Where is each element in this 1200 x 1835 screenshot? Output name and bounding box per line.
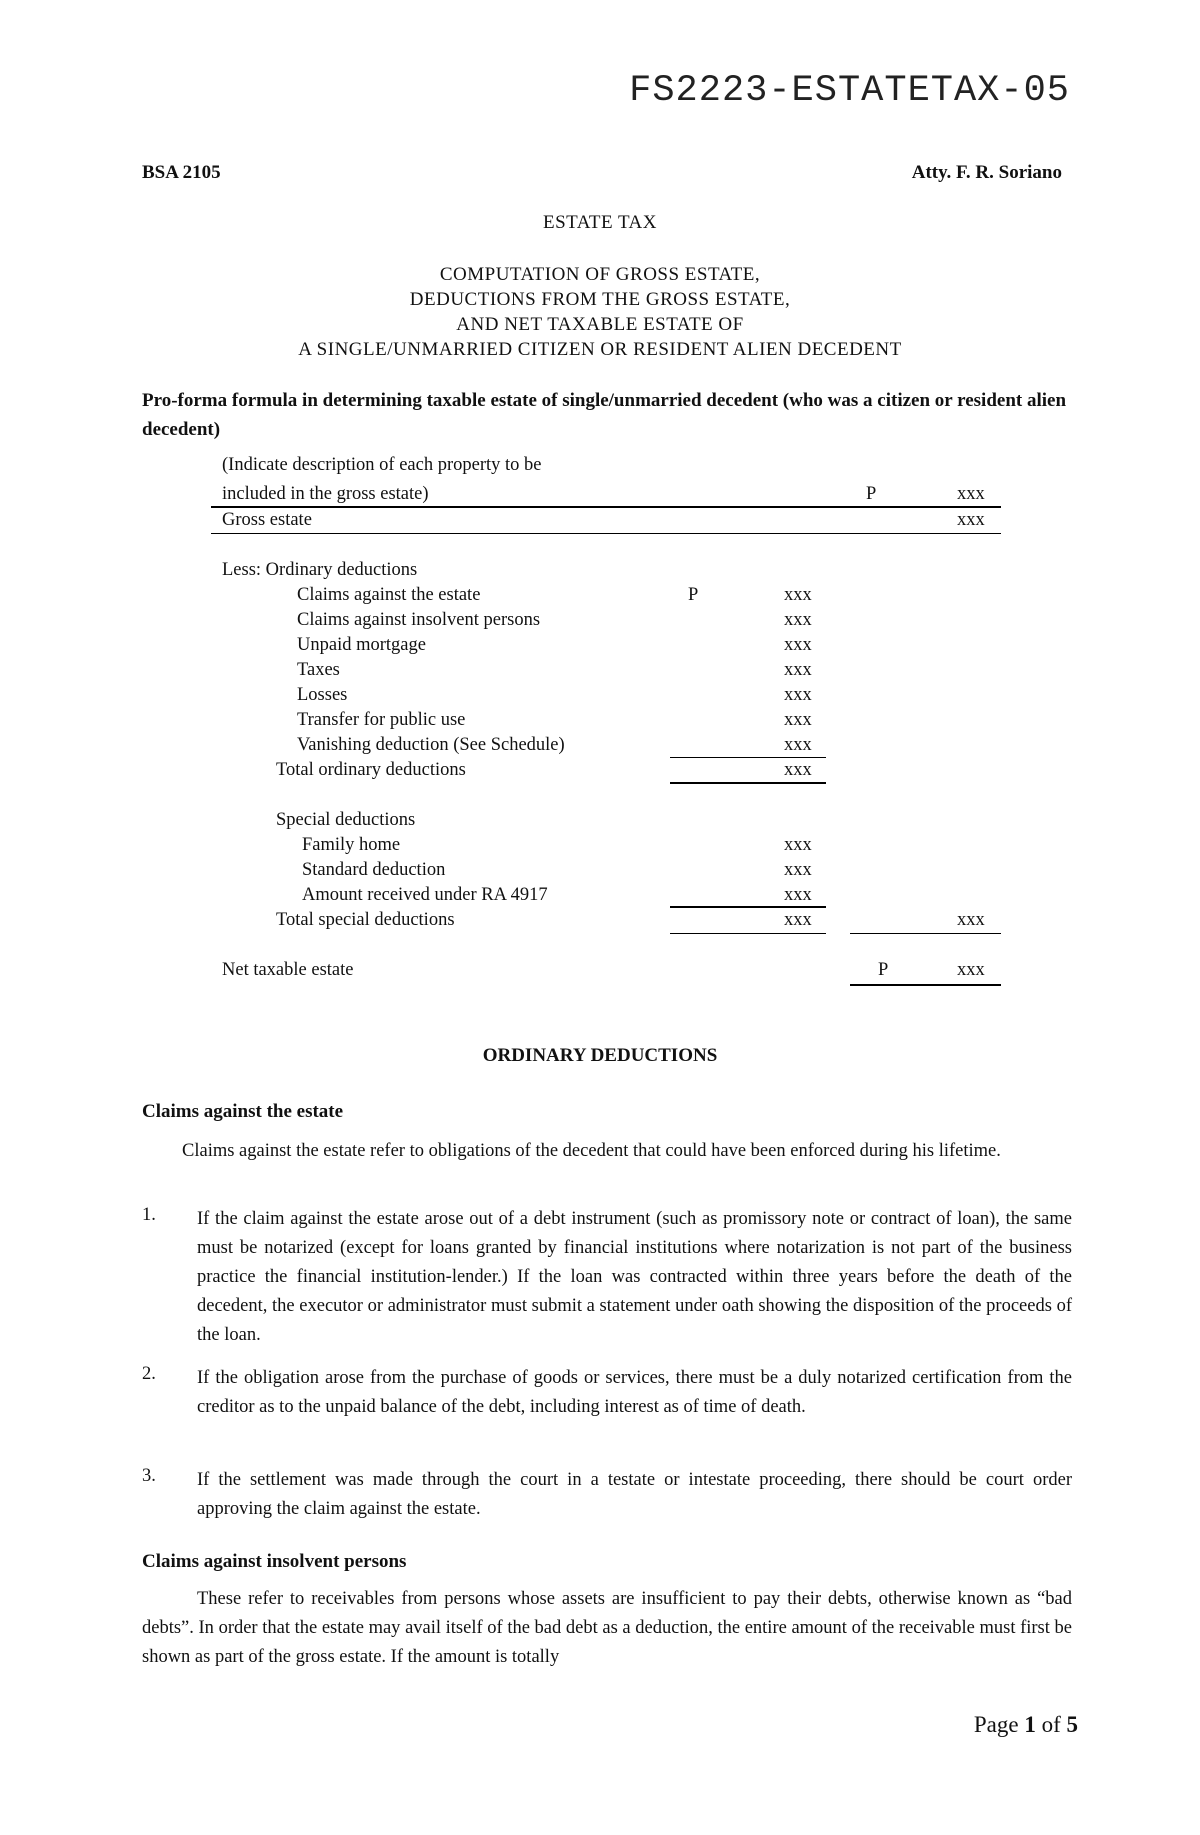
ordinary-item-value: xxx xyxy=(784,635,812,655)
list-item-text: If the obligation arose from the purchase of goods or services, there must be a duly notarized certification from the creditor as to the unpaid balance of the debt, including interest as of time of death. xyxy=(197,1368,1072,1417)
rule-under-total-deductions xyxy=(850,933,1001,934)
subtitle-line-2: DEDUCTIONS FROM THE GROSS ESTATE, xyxy=(409,289,791,310)
claims-insolvent-heading: Claims against insolvent persons xyxy=(142,1551,407,1572)
course-code: BSA 2105 xyxy=(142,162,221,183)
peso-sign: P xyxy=(688,585,699,605)
document-id: FS2223-ESTATETAX-05 xyxy=(629,70,1070,112)
list-number: 3. xyxy=(142,1466,156,1486)
rule-under-total-special xyxy=(670,933,826,934)
ordinary-item-value: xxx xyxy=(784,710,812,730)
ordinary-item: Claims against insolvent persons xyxy=(297,610,541,630)
list-item-text: If the claim against the estate arose out of a debt instrument (such as promissory note or contract of loan), the same must be notarized (except for loans granted by financial institutions where notarization is not part of the business practice the financial institution-lender.) If the loan was contracted within three years before the death of the decedent, the executor or administrator must submit a statement under oath showing the disposition of the proceeds of the loan. xyxy=(197,1209,1072,1345)
page-footer xyxy=(974,1712,1078,1738)
rule-under-properties xyxy=(211,506,1001,508)
special-item: Standard deduction xyxy=(302,860,446,880)
gross-property-value: xxx xyxy=(957,484,985,504)
ordinary-item: Transfer for public use xyxy=(297,710,466,730)
peso-sign: P xyxy=(866,484,877,504)
list-number: 2. xyxy=(142,1364,156,1384)
special-item: Family home xyxy=(302,835,401,855)
ordinary-item: Taxes xyxy=(297,660,340,680)
subtitle-line-4: A SINGLE/UNMARRIED CITIZEN OR RESIDENT ALIEN DECEDENT xyxy=(298,339,902,360)
of-word: of xyxy=(1041,1712,1061,1737)
ordinary-item-value: xxx xyxy=(784,660,812,680)
total-special-label: Total special deductions xyxy=(276,910,455,930)
ordinary-item-value: xxx xyxy=(784,685,812,705)
document-title: ESTATE TAX xyxy=(542,212,658,233)
ordinary-item: Losses xyxy=(297,685,348,705)
indicate-line-2: included in the gross estate) xyxy=(222,484,429,504)
special-item: Amount received under RA 4917 xyxy=(302,885,548,905)
less-ordinary-label: Less: Ordinary deductions xyxy=(222,560,418,580)
page-word: Page xyxy=(973,1712,1019,1737)
total-deductions-value: xxx xyxy=(957,910,985,930)
total-ordinary-value: xxx xyxy=(784,760,812,780)
net-taxable-label: Net taxable estate xyxy=(222,960,354,980)
total-ordinary-label: Total ordinary deductions xyxy=(276,760,466,780)
claims-estate-intro: Claims against the estate refer to obligations of the decedent that could have been enforced during his lifetime. xyxy=(182,1141,1001,1161)
page-number: 1 xyxy=(1024,1712,1036,1737)
ordinary-item: Claims against the estate xyxy=(297,585,481,605)
ordinary-item-value: xxx xyxy=(784,585,812,605)
ordinary-item: Vanishing deduction (See Schedule) xyxy=(297,735,565,755)
subtitle-line-3: AND NET TAXABLE ESTATE OF xyxy=(456,314,744,335)
gross-estate-value: xxx xyxy=(957,510,985,530)
double-rule-net-taxable xyxy=(850,984,1001,986)
ordinary-item-value: xxx xyxy=(784,735,812,755)
rule-under-gross-estate xyxy=(211,533,1001,534)
claims-insolvent-text: These refer to receivables from persons whose assets are insufficient to pay their debts, otherwise known as “bad debts”. In order that the estate may avail itself of the bad debt as a deduction, the entire amount of the receivable must first be shown as part of the gross estate. If the amount is totally xyxy=(142,1589,1072,1667)
special-item-value: xxx xyxy=(784,860,812,880)
subtitle-line-1: COMPUTATION OF GROSS ESTATE, xyxy=(439,264,761,285)
ordinary-deductions-heading: ORDINARY DEDUCTIONS xyxy=(482,1045,718,1066)
total-special-value: xxx xyxy=(784,910,812,930)
proforma-heading: Pro-forma formula in determining taxable estate of single/unmarried decedent (who was a citizen or resident alien decedent) xyxy=(142,390,1067,440)
rule-under-ordinary-items xyxy=(670,757,826,758)
claims-estate-heading: Claims against the estate xyxy=(142,1101,344,1122)
list-item-text: If the settlement was made through the court in a testate or intestate proceeding, there should be court order approving the claim against the estate. xyxy=(197,1470,1072,1519)
list-number: 1. xyxy=(142,1205,156,1225)
special-item-value: xxx xyxy=(784,885,812,905)
indicate-line-1: (Indicate description of each property to be xyxy=(222,455,542,475)
ordinary-item-value: xxx xyxy=(784,610,812,630)
net-taxable-value: xxx xyxy=(957,960,985,980)
rule-under-total-ordinary xyxy=(670,782,826,784)
peso-sign: P xyxy=(878,960,889,980)
special-item-value: xxx xyxy=(784,835,812,855)
instructor-name: Atty. F. R. Soriano xyxy=(911,162,1062,183)
ordinary-item: Unpaid mortgage xyxy=(297,635,426,655)
gross-estate-label: Gross estate xyxy=(222,510,312,530)
page-total: 5 xyxy=(1066,1712,1078,1737)
special-deductions-label: Special deductions xyxy=(276,810,416,830)
rule-under-special-items xyxy=(670,906,826,908)
